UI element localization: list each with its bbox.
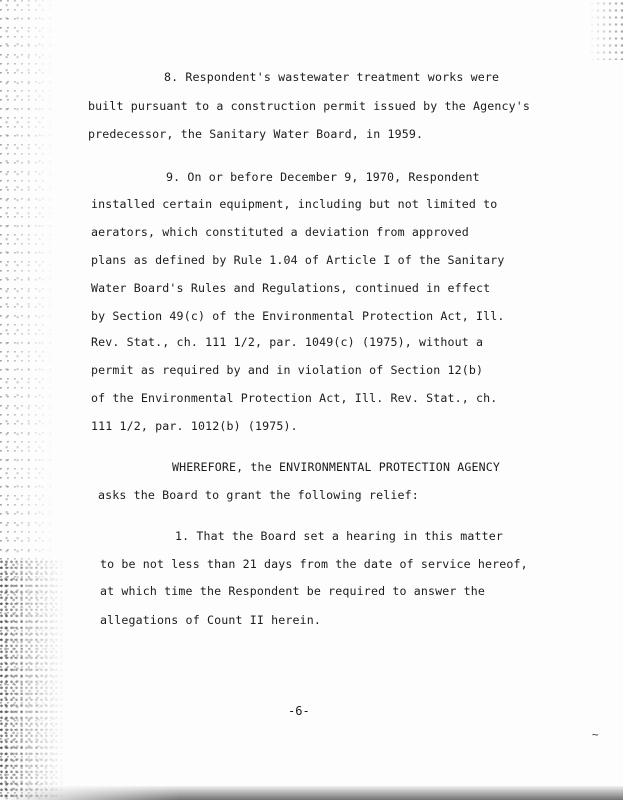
text-line: asks the Board to grant the following relief: xyxy=(98,488,419,502)
scan-corner-mark: ~ xyxy=(592,728,599,741)
text-line: aerators, which constituted a deviation from approved xyxy=(91,225,469,239)
text-line: permit as required by and in violation of Section 12(b) xyxy=(91,363,484,377)
text-line: Water Board's Rules and Regulations, continued in effect xyxy=(91,281,491,295)
text-line: 1. That the Board set a hearing in this matter xyxy=(175,529,503,543)
text-line: Rev. Stat., ch. 111 1/2, par. 1049(c) (1975), without a xyxy=(91,335,484,349)
page-number: -6- xyxy=(288,704,310,718)
scan-noise-left-bottom xyxy=(0,560,70,800)
text-line: 8. Respondent's wastewater treatment works were xyxy=(164,70,500,84)
text-line: built pursuant to a construction permit issued by the Agency's xyxy=(88,99,531,113)
text-line: of the Environmental Protection Act, Ill. Rev. Stat., ch. xyxy=(91,391,498,405)
text-line: installed certain equipment, including but not limited to xyxy=(91,197,498,211)
scan-noise-top-right xyxy=(583,0,623,60)
text-line: 9. On or before December 9, 1970, Respondent xyxy=(166,170,480,184)
text-line: to be not less than 21 days from the date of service hereof, xyxy=(100,557,528,571)
scan-edge-bottom xyxy=(0,786,623,800)
text-line: plans as defined by Rule 1.04 of Article I of the Sanitary xyxy=(91,253,505,267)
text-line: allegations of Count II herein. xyxy=(100,613,322,627)
text-line: 111 1/2, par. 1012(b) (1975). xyxy=(91,419,298,433)
text-line: WHEREFORE, the ENVIRONMENTAL PROTECTION AGENCY xyxy=(172,460,500,474)
text-line: at which time the Respondent be required to answer the xyxy=(100,584,486,598)
text-line: by Section 49(c) of the Environmental Protection Act, Ill. xyxy=(91,309,505,323)
text-line: predecessor, the Sanitary Water Board, in 1959. xyxy=(88,127,424,141)
